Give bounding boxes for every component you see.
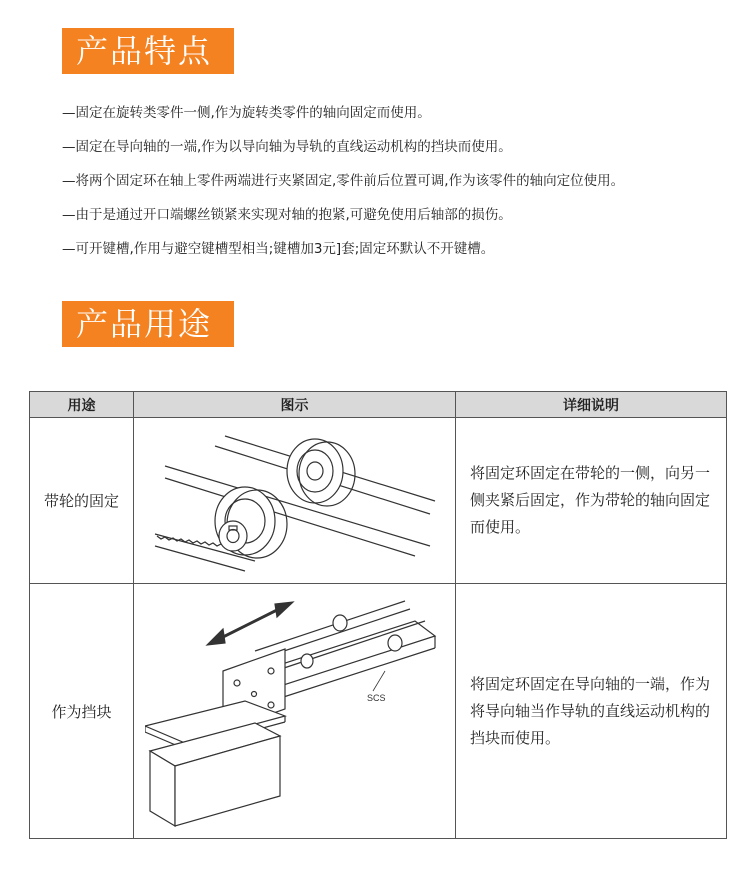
table-header-row [30,392,727,418]
guide-shaft-stopper-illustration-icon [145,591,445,831]
feature-item: —固定在旋转类零件一侧,作为旋转类零件的轴向固定而使用。 [62,105,431,121]
header-figure: 图示 [134,392,456,418]
use-cell: 带轮的固定 [30,418,134,584]
features-section-title: 产品特点 [62,28,234,74]
feature-item: —可开键槽,作用与避空键槽型相当;键槽加3元]套;固定环默认不开键槽。 [62,241,495,257]
usage-table [29,391,727,839]
table-row [30,584,727,839]
features-list [62,96,742,266]
header-description: 详细说明 [456,392,727,418]
feature-item: —由于是通过开口端螺丝锁紧来实现对轴的抱紧,可避免使用后轴部的损伤。 [62,207,512,223]
usage-section-title: 产品用途 [62,301,234,347]
feature-item: —将两个固定环在轴上零件两端进行夹紧固定,零件前后位置可调,作为该零件的轴向定位使用。 [62,173,625,189]
figure-cell [134,418,456,584]
figure-cell [134,584,456,839]
pulley-belt-illustration-icon [145,426,445,576]
header-use: 用途 [30,392,134,418]
description-cell: 将固定环固定在导向轴的一端，作为将导向轴当作导轨的直线运动机构的挡块而使用。 [456,584,727,839]
use-cell: 作为挡块 [30,584,134,839]
scs-label: SCS [366,693,386,703]
table-row [30,418,727,584]
description-cell: 将固定环固定在带轮的一侧，向另一侧夹紧后固定，作为带轮的轴向固定而使用。 [456,418,727,584]
feature-item: —固定在导向轴的一端,作为以导向轴为导轨的直线运动机构的挡块而使用。 [62,139,512,155]
